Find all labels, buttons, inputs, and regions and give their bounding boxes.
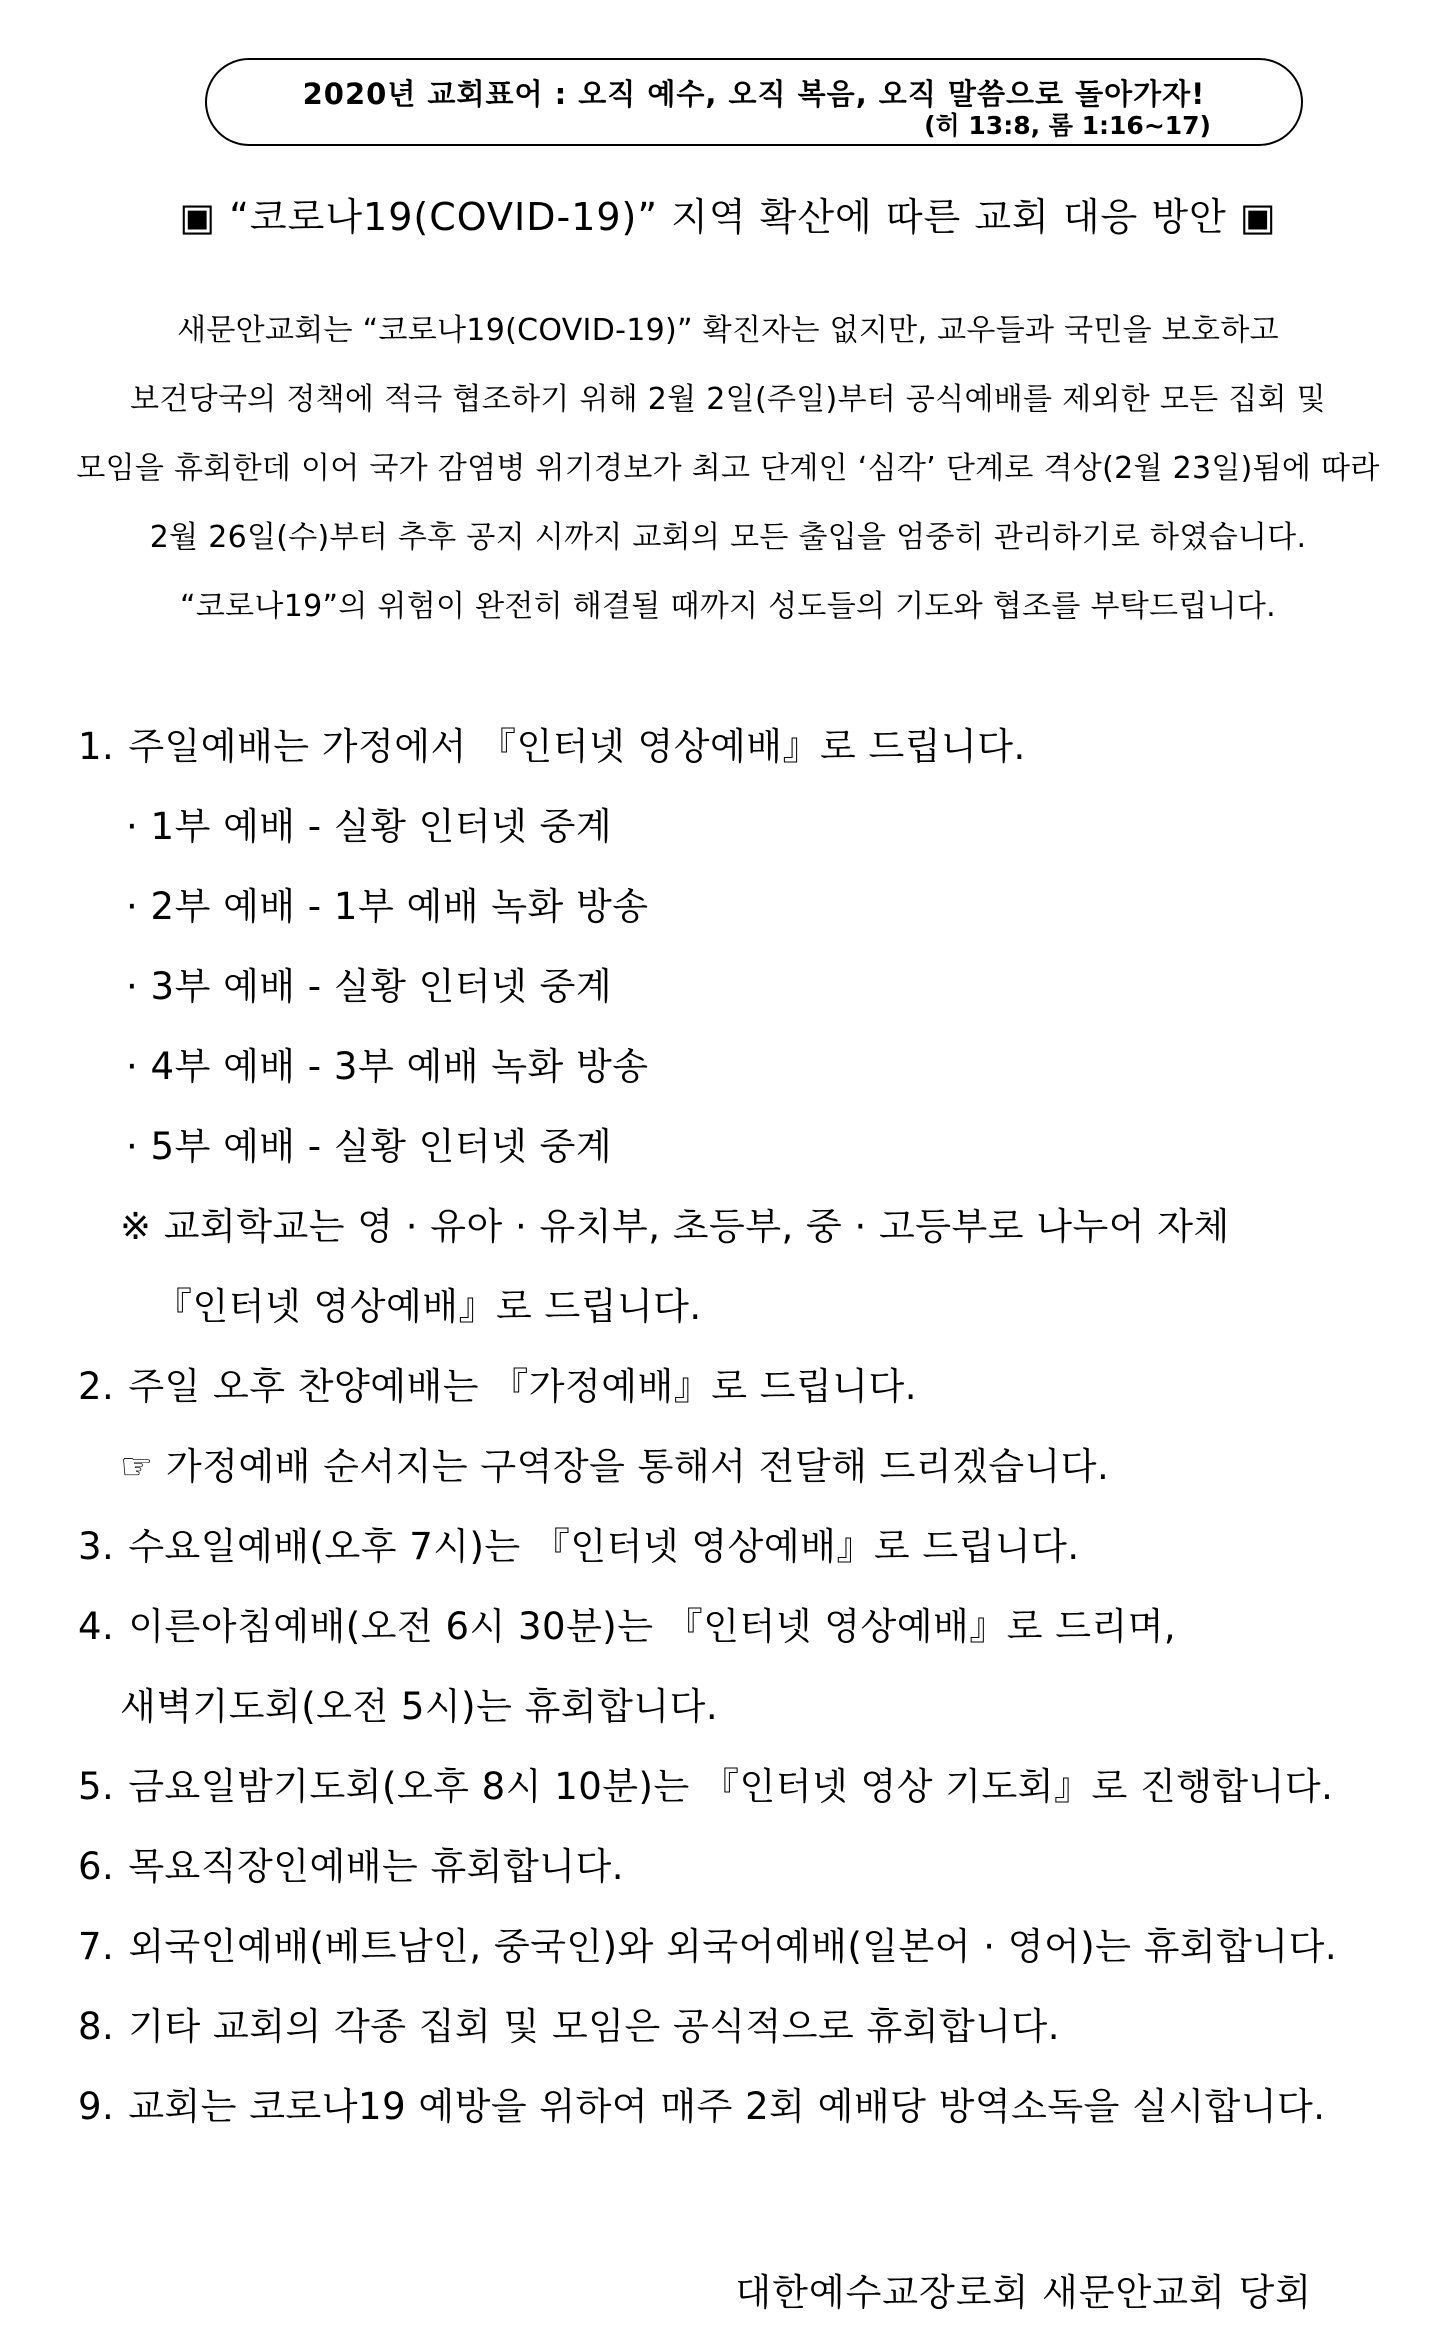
intro-line-5: “코로나19”의 위험이 완전히 해결될 때까지 성도들의 기도와 협조를 부탁드립니다. bbox=[180, 589, 1276, 624]
item-text: 기타 교회의 각종 집회 및 모임은 공식적으로 휴회합니다. bbox=[128, 2005, 1060, 2048]
item-number: 3. bbox=[78, 1525, 115, 1568]
item-text: 목요직장인예배는 휴회합니다. bbox=[128, 1845, 624, 1888]
list-item-5 bbox=[78, 1756, 1333, 1810]
intro-line-2: 보건당국의 정책에 적극 협조하기 위해 2월 2일(주일)부터 공식예배를 제외한 모든 집회 및 bbox=[130, 382, 1326, 417]
list-item-8 bbox=[78, 1996, 1060, 2050]
list-item-2 bbox=[78, 1356, 917, 1410]
signature: 대한예수교장로회 새문안교회 당회 bbox=[735, 2271, 1312, 2314]
church-school-note: ※ 교회학교는 영 · 유아 · 유치부, 초등부, 중 · 고등부로 나누어 자체 bbox=[120, 1205, 1230, 1248]
item-number: 4. bbox=[78, 1605, 115, 1648]
dawn-prayer-note: 새벽기도회(오전 5시)는 휴회합니다. bbox=[120, 1685, 719, 1728]
item-text: 주일예배는 가정에서 『인터넷 영상예배』로 드립니다. bbox=[128, 725, 1026, 768]
page-title: ▣ “코로나19(COVID-19)” 지역 확산에 따른 교회 대응 방안 ▣ bbox=[179, 195, 1277, 239]
item-text: 이른아침예배(오전 6시 30분)는 『인터넷 영상예배』로 드리며, bbox=[128, 1605, 1177, 1648]
item-text: 금요일밤기도회(오후 8시 10분)는 『인터넷 영상 기도회』로 진행합니다. bbox=[128, 1765, 1334, 1808]
motto-text: 2020년 교회표어 : 오직 예수, 오직 복음, 오직 말씀으로 돌아가자! bbox=[302, 77, 1206, 111]
item-text: 주일 오후 찬양예배는 『가정예배』로 드립니다. bbox=[128, 1365, 917, 1408]
item-number: 2. bbox=[78, 1365, 115, 1408]
service-2: · 2부 예배 - 1부 예배 녹화 방송 bbox=[126, 885, 649, 928]
item-number: 6. bbox=[78, 1845, 115, 1888]
service-1: · 1부 예배 - 실황 인터넷 중계 bbox=[126, 805, 613, 848]
item-number: 5. bbox=[78, 1765, 115, 1808]
item-text: 수요일예배(오후 7시)는 『인터넷 영상예배』로 드립니다. bbox=[128, 1525, 1080, 1568]
motto-verse: (히 13:8, 롬 1:16~17) bbox=[924, 111, 1211, 140]
service-5: · 5부 예배 - 실황 인터넷 중계 bbox=[126, 1125, 613, 1168]
item-number: 1. bbox=[78, 725, 115, 768]
item-number: 9. bbox=[78, 2085, 115, 2128]
intro-line-4: 2월 26일(수)부터 추후 공지 시까지 교회의 모든 출입을 엄중히 관리하기로 하였습니다. bbox=[149, 520, 1307, 555]
item-number: 7. bbox=[78, 1925, 115, 1968]
service-3: · 3부 예배 - 실황 인터넷 중계 bbox=[126, 965, 613, 1008]
item-text: 교회는 코로나19 예방을 위하여 매주 2회 예배당 방역소독을 실시합니다. bbox=[128, 2085, 1326, 2128]
list-item-4 bbox=[78, 1596, 1176, 1650]
service-4: · 4부 예배 - 3부 예배 녹화 방송 bbox=[126, 1045, 649, 1088]
motto-banner bbox=[205, 58, 1303, 146]
list-item-1 bbox=[78, 716, 1026, 770]
intro-line-3: 모임을 휴회한데 이어 국가 감염병 위기경보가 최고 단계인 ‘심각’ 단계로 격상(2월 23일)됨에 따라 bbox=[76, 451, 1380, 486]
item-text: 외국인예배(베트남인, 중국인)와 외국어예배(일본어 · 영어)는 휴회합니다. bbox=[128, 1925, 1338, 1968]
item-number: 8. bbox=[78, 2005, 115, 2048]
list-item-6 bbox=[78, 1836, 624, 1890]
home-worship-note: ☞ 가정예배 순서지는 구역장을 통해서 전달해 드리겠습니다. bbox=[120, 1445, 1110, 1488]
intro-line-1: 새문안교회는 “코로나19(COVID-19)” 확진자는 없지만, 교우들과 국민을 보호하고 bbox=[177, 313, 1279, 348]
list-item-3 bbox=[78, 1516, 1080, 1570]
list-item-7 bbox=[78, 1916, 1337, 1970]
church-school-note-cont: 『인터넷 영상예배』로 드립니다. bbox=[155, 1285, 702, 1328]
list-item-9 bbox=[78, 2076, 1326, 2130]
